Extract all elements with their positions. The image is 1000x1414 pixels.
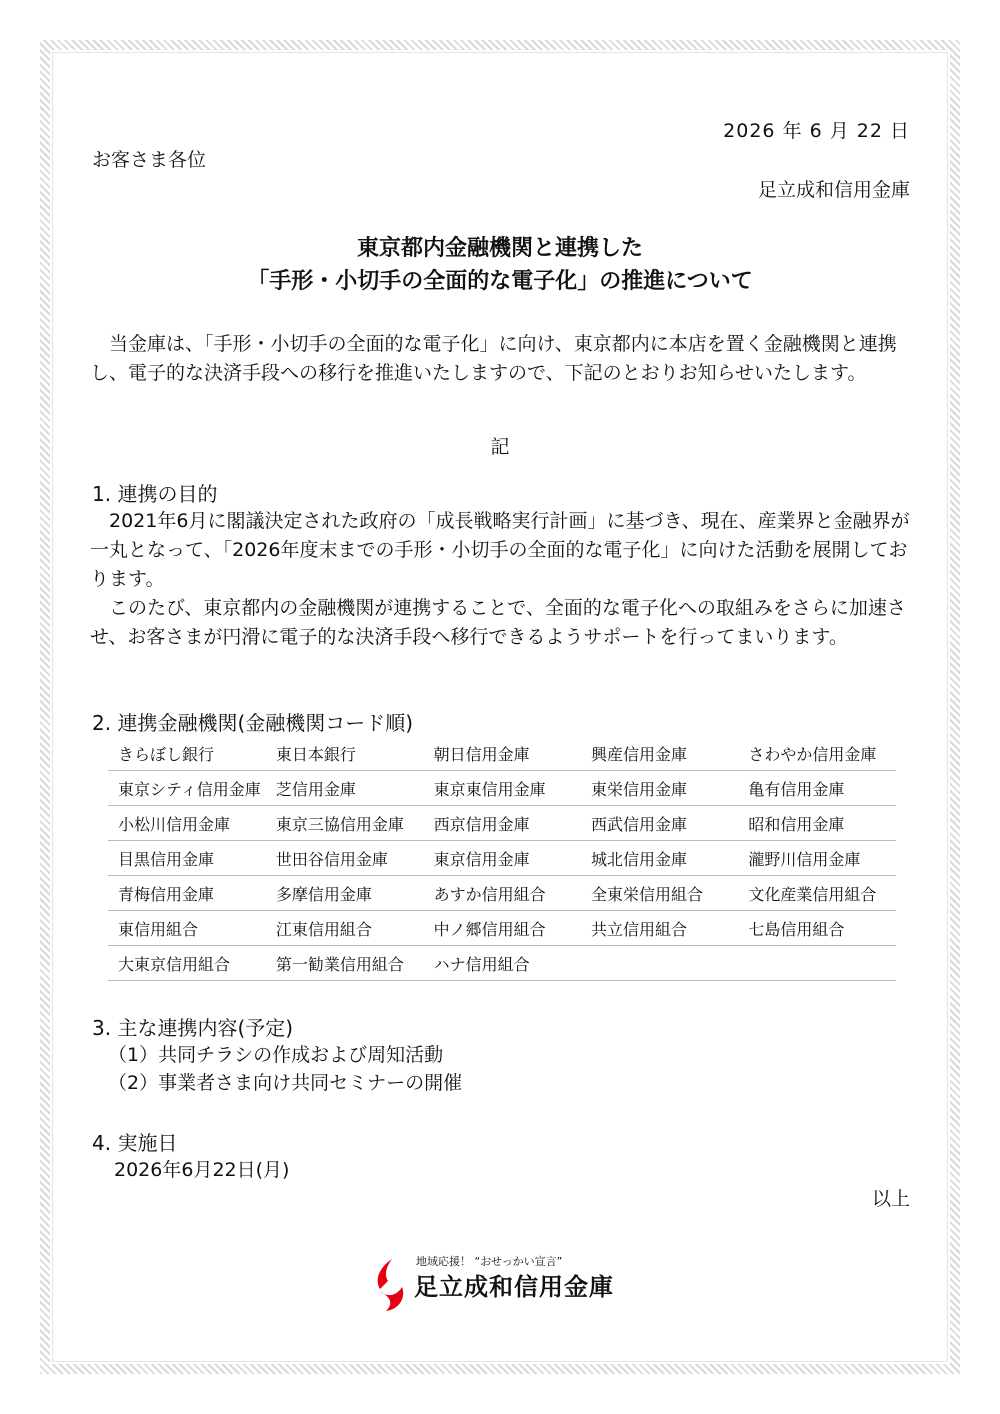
issue-date: 2026 年 6 月 22 日 [723, 120, 910, 142]
table-cell: 東栄信用金庫 [581, 771, 738, 806]
table-cell: 中ノ郷信用組合 [424, 911, 581, 946]
section-contents [92, 1012, 462, 1097]
purpose-paragraph-1: 2021年6月に閣議決定された政府の「成長戦略実行計画」に基づき、現在、産業界と金融界が一丸となって、「2026年度末までの手形・小切手の全面的な電子化」に向けた活動を展開しております。 [90, 510, 910, 590]
document-title [0, 232, 1000, 298]
title-line-2: 「手形・小切手の全面的な電子化」の推進について [247, 269, 753, 294]
intro-paragraph: 当金庫は、「手形・小切手の全面的な電子化」に向け、東京都内に本店を置く金融機関と連携し、電子的な決済手段への移行を推進いたしますので、下記のとおりお知らせいたします。 [90, 333, 897, 384]
table-cell: 朝日信用金庫 [424, 736, 581, 771]
table-cell: きらぼし銀行 [108, 736, 266, 771]
section-heading: 3. 主な連携内容 [92, 1016, 238, 1040]
recipient: お客さま各位 [92, 149, 207, 171]
logo-name: 足立成和信用金庫 [414, 1273, 614, 1301]
title-line-1: 東京都内金融機関と連携した [356, 236, 643, 261]
table-cell: 東京信用金庫 [424, 841, 581, 876]
logo-tagline: 地域応援！ “おせっかい宣言” [416, 1255, 563, 1268]
table-row [108, 736, 896, 771]
section-purpose [92, 478, 910, 652]
table-cell: 青梅信用金庫 [108, 876, 266, 911]
section-heading: 1. 連携の目的 [92, 482, 218, 506]
table-cell: 大東京信用組合 [108, 946, 266, 981]
ki-marker: 記 [490, 436, 510, 458]
section-institutions [92, 707, 413, 736]
table-cell: 東京シティ信用金庫 [108, 771, 266, 806]
table-cell: 西京信用金庫 [424, 806, 581, 841]
institutions-table [108, 736, 896, 981]
table-cell: 七島信用組合 [738, 911, 896, 946]
table-cell: 江東信用組合 [266, 911, 424, 946]
section-subheading: (予定) [237, 1016, 294, 1040]
table-cell: ハナ信用組合 [424, 946, 581, 981]
table-cell: 興産信用金庫 [581, 736, 738, 771]
table-cell: 芝信用金庫 [266, 771, 424, 806]
table-row [108, 876, 896, 911]
table-cell: 文化産業信用組合 [738, 876, 896, 911]
table-row [108, 841, 896, 876]
table-cell [581, 946, 738, 981]
list-item: （1）共同チラシの作成および周知活動 [108, 1044, 444, 1066]
table-cell: 第一勧業信用組合 [266, 946, 424, 981]
table-cell: あすか信用組合 [424, 876, 581, 911]
section-date [92, 1127, 289, 1184]
table-cell: 目黒信用金庫 [108, 841, 266, 876]
table-cell: 昭和信用金庫 [738, 806, 896, 841]
closing-mark: 以上 [871, 1188, 910, 1210]
table-cell: 東京三協信用金庫 [266, 806, 424, 841]
table-cell: 瀧野川信用金庫 [738, 841, 896, 876]
logo-mark-icon [370, 1257, 410, 1313]
table-cell: 城北信用金庫 [581, 841, 738, 876]
table-cell: 全東栄信用組合 [581, 876, 738, 911]
table-row [108, 771, 896, 806]
table-cell: 小松川信用金庫 [108, 806, 266, 841]
table-cell: 東信用組合 [108, 911, 266, 946]
section-heading: 4. 実施日 [92, 1131, 178, 1155]
table-cell: 東日本銀行 [266, 736, 424, 771]
list-item: （2）事業者さま向け共同セミナーの開催 [108, 1072, 463, 1094]
purpose-paragraph-2: このたび、東京都内の金融機関が連携することで、全面的な電子化への取組みをさらに加速させ、お客さまが円滑に電子的な決済手段へ移行できるようサポートを行ってまいります。 [90, 597, 906, 648]
table-row [108, 806, 896, 841]
table-cell [738, 946, 896, 981]
table-cell: 多摩信用金庫 [266, 876, 424, 911]
table-row [108, 911, 896, 946]
section-subheading: (金融機関コード順) [237, 711, 414, 735]
table-cell: 世田谷信用金庫 [266, 841, 424, 876]
table-cell: 共立信用組合 [581, 911, 738, 946]
bank-logo [370, 1253, 640, 1313]
table-cell: 東京東信用金庫 [424, 771, 581, 806]
table-cell: さわやか信用金庫 [738, 736, 896, 771]
table-cell: 西武信用金庫 [581, 806, 738, 841]
section-heading: 2. 連携金融機関 [92, 711, 238, 735]
sender-name: 足立成和信用金庫 [757, 179, 910, 201]
implementation-date: 2026年6月22日(月) [114, 1159, 290, 1181]
table-cell: 亀有信用金庫 [738, 771, 896, 806]
table-row [108, 946, 896, 981]
